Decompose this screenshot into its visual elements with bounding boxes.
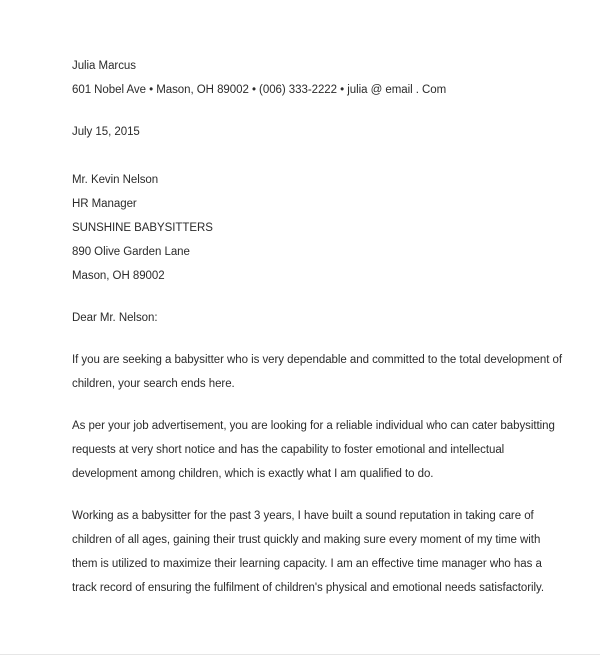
recipient-company: SUNSHINE BABYSITTERS	[72, 222, 213, 234]
paragraph-line: them is utilized to maximize their learning capacity. I am an effective time manager who has a	[72, 558, 542, 570]
sender-block	[72, 54, 552, 102]
paragraph-line: children of all ages, gaining their trust quickly and making sure every moment of my time with	[72, 534, 541, 546]
paragraph-line: track record of ensuring the fulfilment of children's physical and emotional needs satisfactorily.	[72, 582, 545, 594]
sender-contact: 601 Nobel Ave • Mason, OH 89002 • (006) 333-2222 • julia @ email . Com	[72, 84, 447, 96]
paragraph-line: Working as a babysitter for the past 3 years, I have built a sound reputation in taking care of	[72, 510, 534, 522]
letter-date: July 15, 2015	[72, 126, 140, 138]
salutation: Dear Mr. Nelson:	[72, 312, 158, 324]
paragraph-intro	[72, 348, 562, 396]
recipient-name: Mr. Kevin Nelson	[72, 174, 159, 186]
paragraph-experience	[72, 504, 552, 600]
paragraph-line: requests at very short notice and has the capability to foster emotional and intellectual	[72, 444, 505, 456]
paragraph-qualification	[72, 414, 555, 486]
paragraph-line: As per your job advertisement, you are looking for a reliable individual who can cater babysitting	[72, 420, 555, 432]
sender-name: Julia Marcus	[72, 60, 136, 72]
salutation-block	[72, 306, 552, 330]
recipient-street: 890 Olive Garden Lane	[72, 246, 190, 258]
cover-letter	[72, 54, 562, 600]
recipient-city: Mason, OH 89002	[72, 270, 165, 282]
paragraph-line: If you are seeking a babysitter who is very dependable and committed to the total development of	[72, 354, 562, 366]
paragraph-line: development among children, which is exactly what I am qualified to do.	[72, 468, 434, 480]
recipient-title: HR Manager	[72, 198, 137, 210]
recipient-block	[72, 168, 552, 288]
paragraph-line: children, your search ends here.	[72, 378, 235, 390]
letter-date-block	[72, 120, 552, 144]
